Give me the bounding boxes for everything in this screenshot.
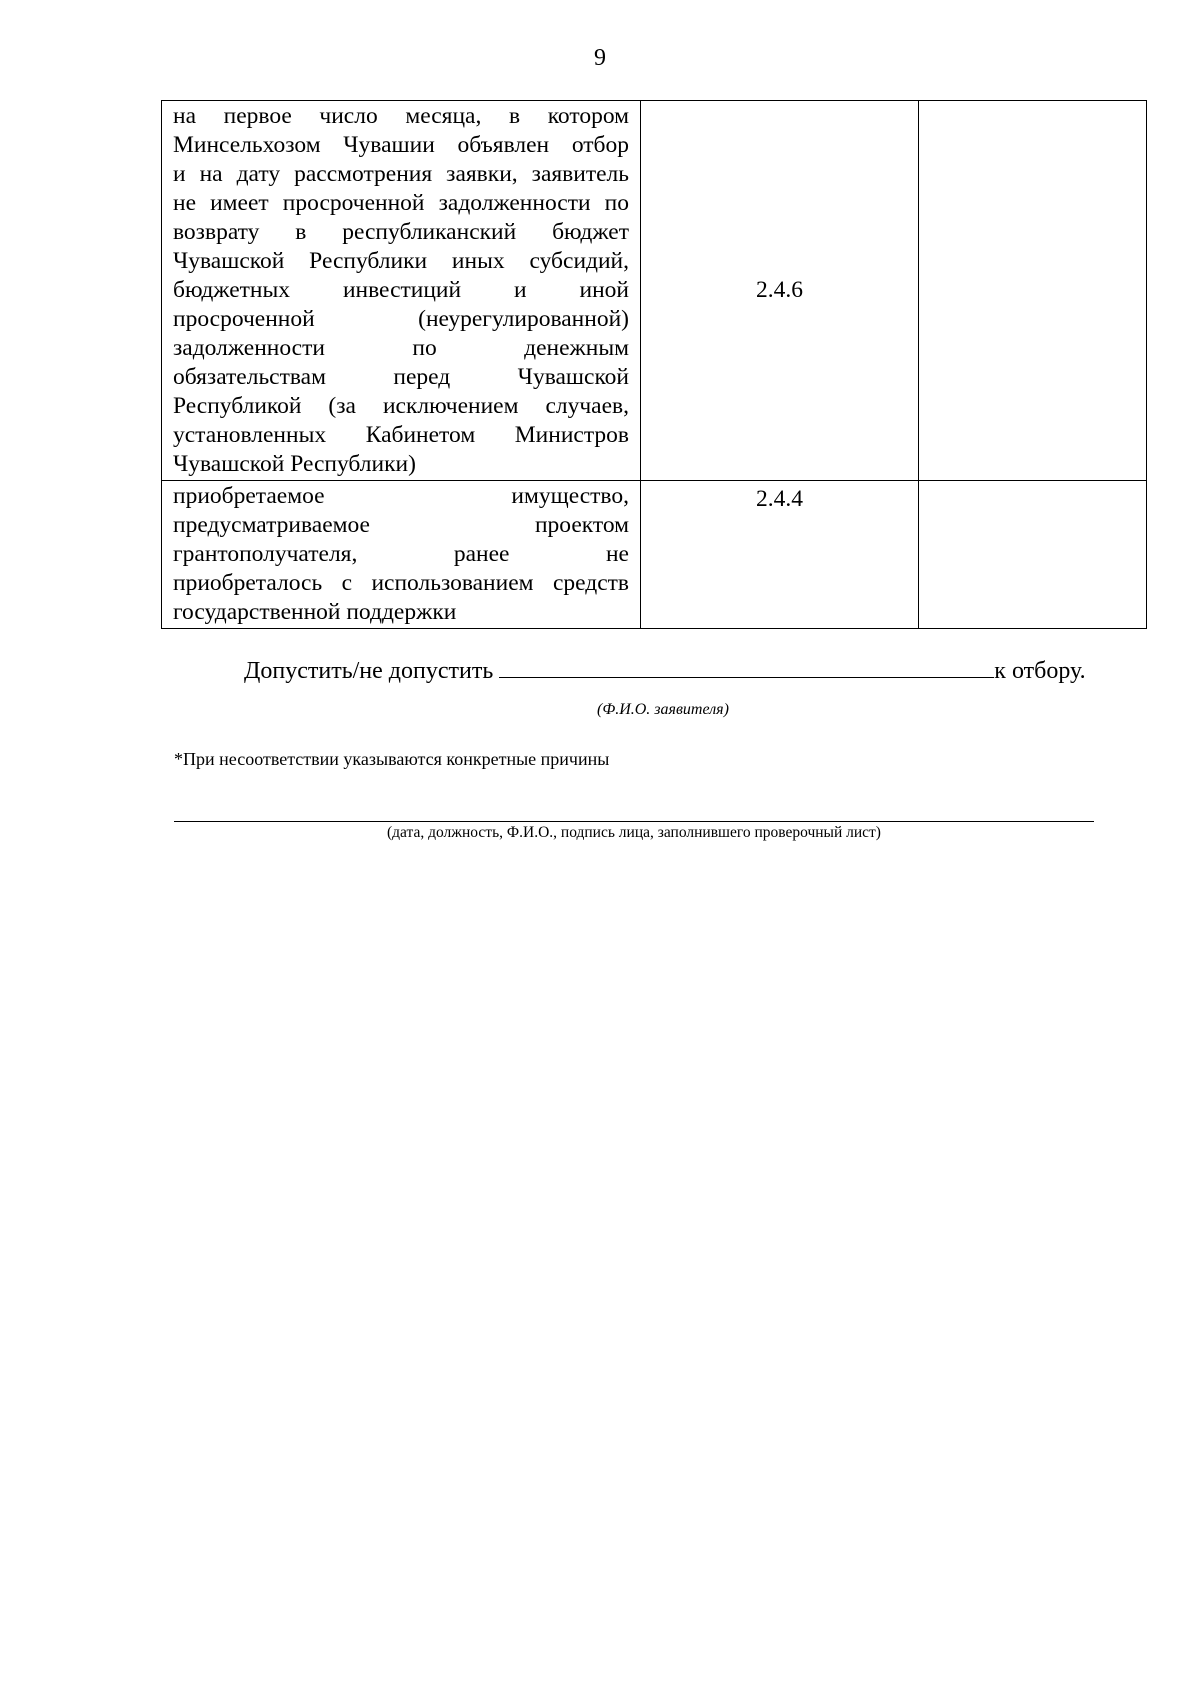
- condition-line: грантополучателя, ранее не: [173, 541, 629, 567]
- admission-suffix: к отбору.: [994, 658, 1086, 684]
- condition-cell: [162, 101, 641, 481]
- condition-line: обязательствам перед Чувашской: [173, 364, 629, 390]
- verification-table: [161, 100, 1147, 629]
- condition-line: возврату в республиканский бюджет: [173, 219, 629, 245]
- admission-prefix: Допустить/не допустить: [244, 658, 494, 684]
- condition-line: задолженности по денежным: [173, 335, 629, 361]
- reference-cell: 2.4.6: [641, 101, 919, 481]
- applicant-caption: (Ф.И.О. заявителя): [597, 701, 729, 718]
- condition-line: Чувашской Республики иных субсидий,: [173, 248, 629, 274]
- condition-line: государственной поддержки: [173, 599, 457, 625]
- condition-line: бюджетных инвестиций и иной: [173, 277, 629, 303]
- condition-text: [173, 102, 629, 479]
- condition-cell: [162, 481, 641, 629]
- table-row: [162, 101, 1147, 481]
- condition-text: [173, 482, 629, 627]
- condition-line: Чувашской Республики): [173, 451, 416, 477]
- condition-line: приобреталось с использованием средств: [173, 570, 629, 596]
- condition-line: Республикой (за исключением случаев,: [173, 393, 629, 419]
- signature-line: [174, 821, 1094, 822]
- page-number: 9: [594, 45, 606, 71]
- mark-cell: [919, 481, 1147, 629]
- mark-cell: [919, 101, 1147, 481]
- condition-line: на первое число месяца, в котором: [173, 103, 629, 129]
- applicant-name-blank: [499, 655, 994, 678]
- signature-caption: (дата, должность, Ф.И.О., подпись лица, заполнившего проверочный лист): [387, 824, 881, 841]
- footnote: *При несоответствии указываются конкретные причины: [174, 749, 610, 769]
- admission-line: [244, 655, 1124, 686]
- table-row: [162, 481, 1147, 629]
- condition-line: установленных Кабинетом Министров: [173, 422, 629, 448]
- condition-line: просроченной (неурегулированной): [173, 306, 629, 332]
- condition-line: приобретаемое имущество,: [173, 483, 629, 509]
- reference-cell: 2.4.4: [641, 481, 919, 629]
- condition-line: не имеет просроченной задолженности по: [173, 190, 629, 216]
- condition-line: Минсельхозом Чувашии объявлен отбор: [173, 132, 629, 158]
- condition-line: предусматриваемое проектом: [173, 512, 629, 538]
- condition-line: и на дату рассмотрения заявки, заявитель: [173, 161, 629, 187]
